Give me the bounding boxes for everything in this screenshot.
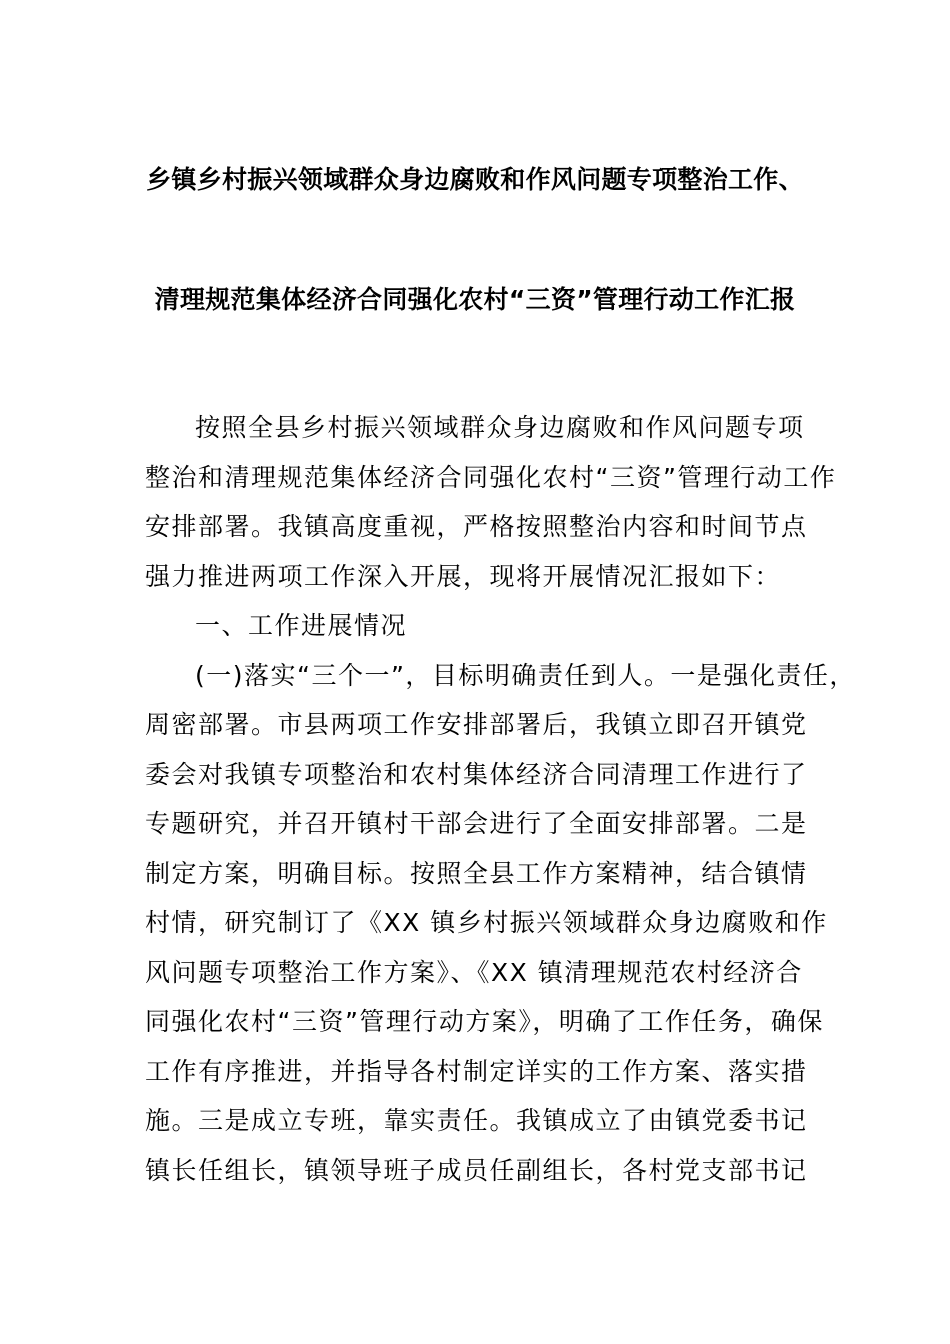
body-line: 强力推进两项工作深入开展，现将开展情况汇报如下： (145, 561, 782, 591)
body-line: 制定方案，明确目标。按照全县工作方案精神，结合镇情 (145, 858, 808, 888)
body-line: 风问题专项整治工作方案》、《XX 镇清理规范农村经济合 (145, 957, 803, 987)
body-line: 镇长任组长，镇领导班子成员任副组长，各村党支部书记 (145, 1155, 808, 1185)
body-line: 施。三是成立专班，靠实责任。我镇成立了由镇党委书记 (145, 1106, 808, 1135)
body-line: 委会对我镇专项整治和农村集体经济合同清理工作进行了 (145, 759, 808, 789)
document-title-line-2: 清理规范集体经济合同强化农村“三资”管理行动工作汇报 (154, 285, 796, 314)
body-line: 专题研究，并召开镇村干部会进行了全面安排部署。二是 (145, 809, 808, 838)
body-line: 村情，研究制订了《XX 镇乡村振兴领域群众身边腐败和作 (145, 908, 828, 937)
body-line: 周密部署。市县两项工作安排部署后，我镇立即召开镇党 (145, 710, 808, 739)
section-heading: 一、工作进展情况 (195, 611, 408, 640)
body-line: 安排部署。我镇高度重视，严格按照整治内容和时间节点 (145, 512, 808, 541)
body-line: 整治和清理规范集体经济合同强化农村“三资”管理行动工作 (145, 462, 837, 492)
document-title-line-1: 乡镇乡村振兴领域群众身边腐败和作风问题专项整治工作、 (146, 165, 804, 194)
document-body (145, 403, 856, 1195)
body-line: 按照全县乡村振兴领域群众身边腐败和作风问题专项 (195, 413, 805, 442)
body-line: (一)落实“三个一”，目标明确责任到人。一是强化责任， (195, 660, 856, 690)
body-line: 同强化农村“三资”管理行动方案》，明确了工作任务，确保 (145, 1007, 824, 1036)
body-line: 工作有序推进，并指导各村制定详实的工作方案、落实措 (145, 1056, 808, 1086)
